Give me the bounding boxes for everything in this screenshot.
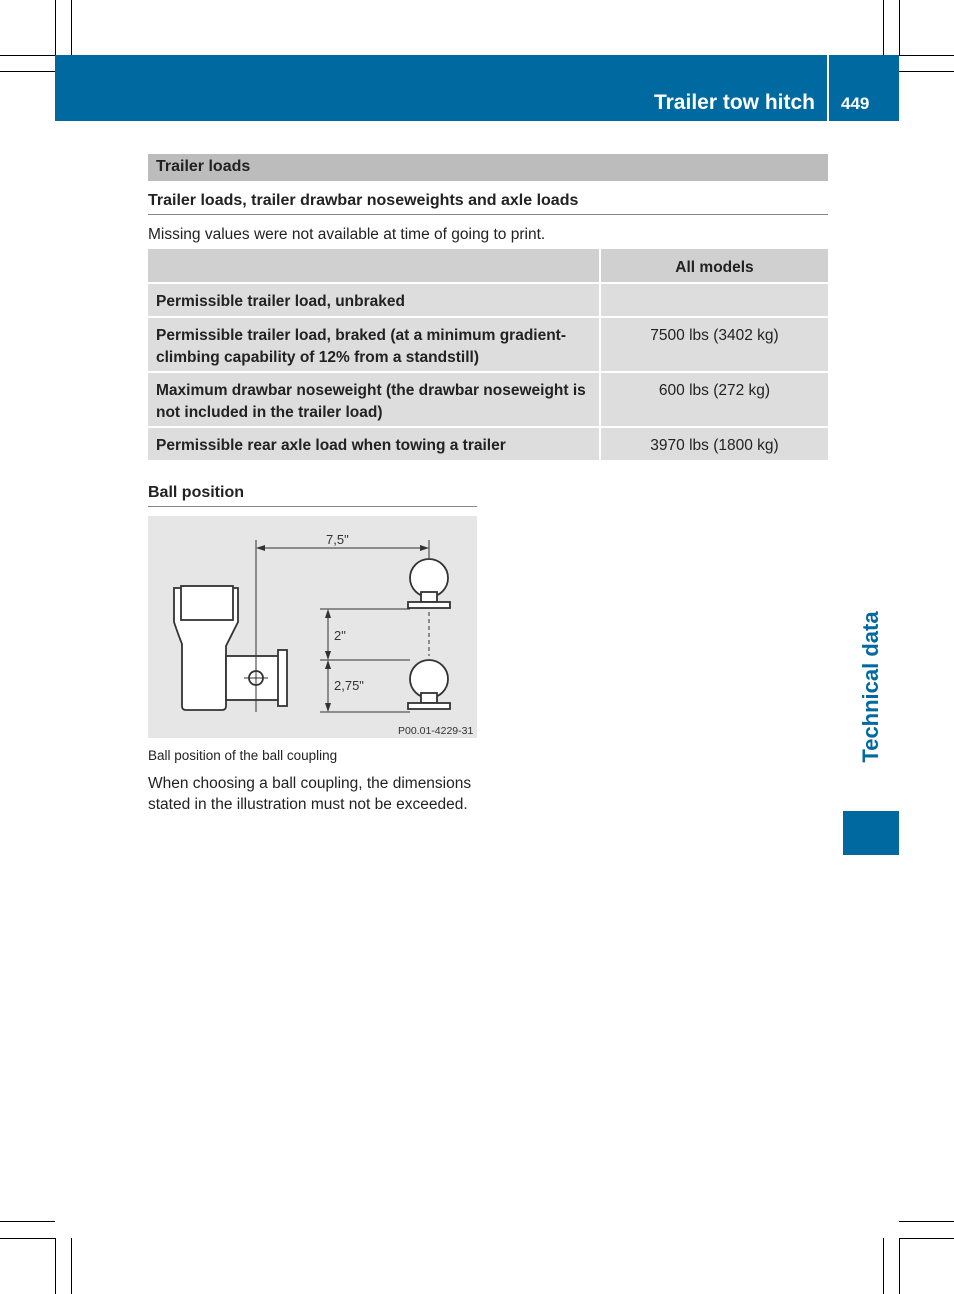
crop-mark bbox=[899, 71, 954, 72]
crop-mark bbox=[71, 1238, 72, 1294]
lower-ball-base-shape bbox=[408, 703, 450, 709]
figure-caption: Ball position of the ball coupling bbox=[148, 748, 338, 763]
crop-mark bbox=[0, 55, 55, 56]
trailer-loads-table bbox=[148, 249, 828, 460]
ball-coupling-diagram bbox=[148, 516, 477, 738]
row-label: Permissible trailer load, unbraked bbox=[148, 284, 599, 316]
crop-mark bbox=[899, 0, 900, 55]
column-header-all-models: All models bbox=[601, 249, 828, 282]
header-divider bbox=[827, 55, 829, 121]
upper-ball-neck-shape bbox=[421, 592, 437, 602]
dimension-label-upper: 2" bbox=[334, 628, 346, 643]
arrowhead bbox=[325, 651, 331, 660]
receiver-flange-shape bbox=[278, 650, 287, 706]
table-heading: Trailer loads, trailer drawbar noseweights and axle loads bbox=[148, 192, 828, 215]
arrowhead bbox=[325, 609, 331, 618]
dimension-label-lower: 2,75" bbox=[334, 678, 364, 693]
row-value: 7500 lbs (3402 kg) bbox=[601, 318, 828, 371]
crop-mark bbox=[899, 1221, 954, 1222]
table-row bbox=[148, 428, 828, 460]
ball-position-illustration bbox=[148, 516, 477, 738]
lower-ball-neck-shape bbox=[421, 693, 437, 703]
ball-position-text: When choosing a ball coupling, the dimensions stated in the illustration must not be exceeded. bbox=[148, 775, 472, 813]
section-title: Trailer loads bbox=[156, 158, 251, 175]
dimension-label-horizontal: 7,5" bbox=[326, 532, 349, 547]
row-value: 600 lbs (272 kg) bbox=[601, 373, 828, 426]
row-value: 3970 lbs (1800 kg) bbox=[601, 428, 828, 460]
table-row bbox=[148, 318, 828, 373]
arrowhead bbox=[256, 545, 265, 551]
page-number: 449 bbox=[841, 94, 870, 113]
table-header-row bbox=[148, 249, 828, 284]
arrowhead bbox=[325, 660, 331, 669]
row-label: Permissible rear axle load when towing a trailer bbox=[148, 428, 599, 460]
section-heading-bar bbox=[148, 154, 828, 181]
row-value bbox=[601, 284, 828, 316]
crop-mark bbox=[883, 0, 884, 55]
chapter-tab-label: Technical data bbox=[858, 611, 883, 763]
crop-mark bbox=[71, 0, 72, 55]
table-row bbox=[148, 373, 828, 428]
crop-mark bbox=[0, 71, 55, 72]
crop-mark bbox=[899, 55, 954, 56]
crop-mark bbox=[899, 1238, 954, 1239]
crop-mark bbox=[899, 1238, 900, 1294]
table-note: Missing values were not available at time of going to print. bbox=[148, 226, 546, 243]
crop-mark bbox=[883, 1238, 884, 1294]
table-row bbox=[148, 284, 828, 318]
row-label: Maximum drawbar noseweight (the drawbar noseweight is not included in the trailer load) bbox=[148, 373, 599, 426]
page-title: Trailer tow hitch bbox=[653, 91, 815, 114]
chapter-tab-marker bbox=[843, 811, 899, 855]
hitch-plate-shape bbox=[181, 586, 233, 620]
chapter-tab bbox=[843, 575, 899, 855]
arrowhead bbox=[325, 703, 331, 712]
page-header bbox=[55, 55, 899, 121]
table-header-blank bbox=[148, 249, 599, 282]
ball-position-heading: Ball position bbox=[148, 484, 477, 507]
arrowhead bbox=[420, 545, 429, 551]
crop-mark bbox=[0, 1221, 55, 1222]
crop-mark bbox=[55, 1238, 56, 1294]
figure-code: P00.01-4229-31 bbox=[398, 725, 474, 737]
crop-mark bbox=[0, 1238, 55, 1239]
row-label: Permissible trailer load, braked (at a minimum gradient-climbing capability of 12% from a standstill) bbox=[148, 318, 599, 371]
upper-ball-base-shape bbox=[408, 602, 450, 608]
crop-mark bbox=[55, 0, 56, 55]
